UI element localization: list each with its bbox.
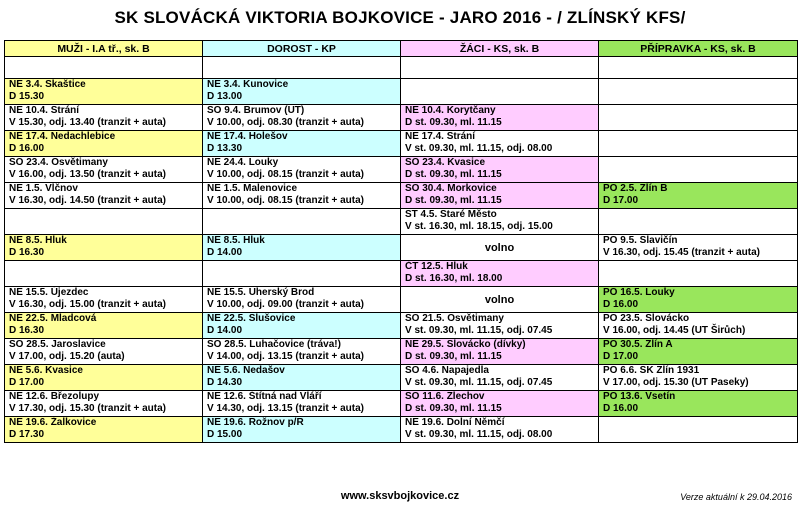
match-cell-pripravka bbox=[599, 261, 798, 287]
match-cell-pripravka bbox=[599, 339, 798, 365]
match-details: D 14.00 bbox=[207, 325, 243, 336]
table-row bbox=[5, 313, 798, 339]
match-cell-dorost bbox=[203, 391, 401, 417]
version-note: Verze aktuální k 29.04.2016 bbox=[680, 492, 792, 502]
match-cell-zaci bbox=[401, 417, 599, 443]
match-fixture: SO 30.4. Morkovice bbox=[405, 183, 497, 194]
match-cell-dorost bbox=[203, 183, 401, 209]
match-fixture: NE 29.5. Slovácko (dívky) bbox=[405, 339, 526, 350]
match-cell-zaci bbox=[401, 209, 599, 235]
page-title: SK SLOVÁCKÁ VIKTORIA BOJKOVICE - JARO 2016 - / ZLÍNSKÝ KFS/ bbox=[114, 8, 686, 27]
match-fixture: NE 5.6. Nedašov bbox=[207, 365, 285, 376]
match-fixture: ČT 12.5. Hluk bbox=[405, 261, 468, 272]
match-fixture: PO 2.5. Zlín B bbox=[603, 183, 668, 194]
match-details: V st. 09.30, ml. 11.15, odj. 08.00 bbox=[405, 143, 553, 154]
match-cell-muzi bbox=[5, 313, 203, 339]
table-row bbox=[5, 339, 798, 365]
match-fixture: NE 3.4. Skaštice bbox=[9, 79, 86, 90]
match-fixture: NE 17.4. Nedachlebice bbox=[9, 131, 116, 142]
match-details: V 16.00, odj. 14.45 (UT Širůch) bbox=[603, 325, 746, 336]
match-cell-zaci bbox=[401, 391, 599, 417]
match-cell-pripravka bbox=[599, 235, 798, 261]
table-row bbox=[5, 105, 798, 131]
match-cell-pripravka bbox=[599, 131, 798, 157]
match-details: D 16.00 bbox=[9, 143, 45, 154]
match-details: D 13.00 bbox=[207, 91, 243, 102]
match-cell-pripravka bbox=[599, 209, 798, 235]
match-details: V 17.00, odj. 15.20 (auta) bbox=[9, 351, 125, 362]
match-fixture: PO 13.6. Vsetín bbox=[603, 391, 676, 402]
free-label: volno bbox=[484, 241, 515, 254]
match-details: D 16.30 bbox=[9, 325, 45, 336]
match-fixture: PO 6.6. SK Zlín 1931 bbox=[603, 365, 700, 376]
match-details: V 10.00, odj. 08.15 (tranzit + auta) bbox=[207, 195, 365, 206]
match-fixture: NE 10.4. Korytčany bbox=[405, 105, 496, 116]
match-fixture: NE 1.5. Vlčnov bbox=[9, 183, 78, 194]
match-cell-muzi bbox=[5, 339, 203, 365]
match-fixture: NE 19.6. Dolní Němčí bbox=[405, 417, 505, 428]
match-details: V 16.30, odj. 15.00 (tranzit + auta) bbox=[9, 299, 167, 310]
match-cell-dorost bbox=[203, 235, 401, 261]
match-details: V 14.30, odj. 13.15 (tranzit + auta) bbox=[207, 403, 365, 414]
match-cell-dorost bbox=[203, 261, 401, 287]
match-details: V 16.00, odj. 13.50 (tranzit + auta) bbox=[9, 169, 167, 180]
match-fixture: SO 11.6. Zlechov bbox=[405, 391, 485, 402]
free-label: volno bbox=[484, 293, 515, 306]
match-fixture: SO 28.5. Jaroslavice bbox=[9, 339, 106, 350]
match-cell-dorost bbox=[203, 105, 401, 131]
column-header-pripravka: PŘÍPRAVKA - KS, sk. B bbox=[599, 41, 798, 57]
table-row bbox=[5, 287, 798, 313]
match-cell-pripravka bbox=[599, 287, 798, 313]
match-details: D 15.30 bbox=[9, 91, 45, 102]
column-header-zaci: ŽÁCI - KS, sk. B bbox=[401, 41, 599, 57]
match-cell-pripravka bbox=[599, 157, 798, 183]
match-cell-muzi bbox=[5, 287, 203, 313]
match-fixture: NE 19.6. Rožnov p/R bbox=[207, 417, 304, 428]
table-row bbox=[5, 261, 798, 287]
match-details: D st. 09.30, ml. 11.15 bbox=[405, 169, 502, 180]
match-cell-dorost bbox=[203, 339, 401, 365]
table-row bbox=[5, 365, 798, 391]
match-details: V 10.00, odj. 08.30 (tranzit + auta) bbox=[207, 117, 365, 128]
match-cell-dorost bbox=[203, 313, 401, 339]
match-fixture: NE 15.5. Uherský Brod bbox=[207, 287, 315, 298]
match-details: D st. 09.30, ml. 11.15 bbox=[405, 351, 502, 362]
match-fixture: NE 24.4. Louky bbox=[207, 157, 279, 168]
match-cell-muzi bbox=[5, 57, 203, 79]
schedule-table bbox=[4, 40, 798, 443]
match-fixture: NE 8.5. Hluk bbox=[207, 235, 265, 246]
match-details: V st. 09.30, ml. 11.15, odj. 07.45 bbox=[405, 325, 553, 336]
match-cell-pripravka bbox=[599, 391, 798, 417]
match-details: V 17.30, odj. 15.30 (tranzit + auta) bbox=[9, 403, 167, 414]
match-cell-muzi bbox=[5, 235, 203, 261]
match-details: V 15.30, odj. 13.40 (tranzit + auta) bbox=[9, 117, 167, 128]
match-cell-zaci bbox=[401, 261, 599, 287]
match-cell-zaci bbox=[401, 365, 599, 391]
match-fixture: PO 23.5. Slovácko bbox=[603, 313, 690, 324]
match-cell-zaci bbox=[401, 339, 599, 365]
table-row bbox=[5, 209, 798, 235]
match-details: V st. 16.30, ml. 18.15, odj. 15.00 bbox=[405, 221, 553, 232]
match-cell-muzi bbox=[5, 105, 203, 131]
match-cell-zaci bbox=[401, 79, 599, 105]
match-cell-muzi bbox=[5, 391, 203, 417]
match-details: D st. 16.30, ml. 18.00 bbox=[405, 273, 503, 284]
match-details: D st. 09.30, ml. 11.15 bbox=[405, 403, 502, 414]
match-cell-muzi bbox=[5, 365, 203, 391]
match-cell-muzi bbox=[5, 131, 203, 157]
match-fixture: SO 9.4. Brumov (UT) bbox=[207, 105, 305, 116]
match-cell-pripravka bbox=[599, 417, 798, 443]
match-cell-pripravka bbox=[599, 105, 798, 131]
match-fixture: NE 15.5. Újezdec bbox=[9, 287, 89, 298]
match-cell-pripravka bbox=[599, 57, 798, 79]
match-fixture: NE 17.4. Strání bbox=[405, 131, 476, 142]
match-fixture: PO 9.5. Slavičín bbox=[603, 235, 678, 246]
match-details: V 10.00, odj. 09.00 (tranzit + auta) bbox=[207, 299, 365, 310]
match-cell-dorost bbox=[203, 157, 401, 183]
match-details: D 16.00 bbox=[603, 299, 639, 310]
column-header-dorost: DOROST - KP bbox=[203, 41, 401, 57]
match-fixture: SO 4.6. Napajedla bbox=[405, 365, 489, 376]
match-details: D 17.30 bbox=[9, 429, 45, 440]
match-cell-muzi bbox=[5, 157, 203, 183]
match-cell-muzi bbox=[5, 79, 203, 105]
match-fixture: NE 22.5. Slušovice bbox=[207, 313, 296, 324]
table-row bbox=[5, 417, 798, 443]
match-details: D st. 09.30, ml. 11.15 bbox=[405, 117, 502, 128]
match-cell-pripravka bbox=[599, 313, 798, 339]
match-fixture: NE 8.5. Hluk bbox=[9, 235, 67, 246]
match-cell-muzi bbox=[5, 417, 203, 443]
match-cell-dorost bbox=[203, 417, 401, 443]
match-fixture: SO 21.5. Osvětimany bbox=[405, 313, 504, 324]
match-details: D 16.30 bbox=[9, 247, 45, 258]
match-details: D 17.00 bbox=[603, 195, 639, 206]
match-details: V 17.00, odj. 15.30 (UT Paseky) bbox=[603, 377, 749, 388]
match-details: D 14.30 bbox=[207, 377, 243, 388]
match-cell-zaci bbox=[401, 183, 599, 209]
match-details: D 14.00 bbox=[207, 247, 243, 258]
table-row bbox=[5, 235, 798, 261]
match-details: V 14.00, odj. 13.15 (tranzit + auta) bbox=[207, 351, 365, 362]
match-fixture: ST 4.5. Staré Město bbox=[405, 209, 497, 220]
match-fixture: NE 12.6. Březolupy bbox=[9, 391, 100, 402]
match-fixture: NE 3.4. Kunovice bbox=[207, 79, 289, 90]
match-fixture: NE 17.4. Holešov bbox=[207, 131, 288, 142]
match-fixture: PO 16.5. Louky bbox=[603, 287, 675, 298]
match-cell-zaci bbox=[401, 131, 599, 157]
match-details: D st. 09.30, ml. 11.15 bbox=[405, 195, 502, 206]
match-cell-muzi bbox=[5, 261, 203, 287]
match-details: D 17.00 bbox=[9, 377, 45, 388]
match-details: V 16.30, odj. 15.45 (tranzit + auta) bbox=[603, 247, 761, 258]
match-details: V st. 09.30, ml. 11.15, odj. 07.45 bbox=[405, 377, 553, 388]
match-cell-dorost bbox=[203, 79, 401, 105]
match-cell-zaci bbox=[401, 235, 599, 261]
schedule-body bbox=[5, 57, 798, 443]
table-row bbox=[5, 157, 798, 183]
match-fixture: NE 19.6. Žalkovice bbox=[9, 417, 97, 428]
match-fixture: PO 30.5. Zlín A bbox=[603, 339, 673, 350]
match-cell-muzi bbox=[5, 209, 203, 235]
match-cell-dorost bbox=[203, 365, 401, 391]
match-cell-zaci bbox=[401, 287, 599, 313]
website-link[interactable]: www.sksvbojkovice.cz bbox=[340, 490, 460, 502]
match-cell-pripravka bbox=[599, 79, 798, 105]
match-details: D 15.00 bbox=[207, 429, 243, 440]
match-details: V st. 09.30, ml. 11.15, odj. 08.00 bbox=[405, 429, 553, 440]
table-row bbox=[5, 79, 798, 105]
match-details: D 16.00 bbox=[603, 403, 639, 414]
match-fixture: NE 22.5. Mladcová bbox=[9, 313, 97, 324]
table-row bbox=[5, 391, 798, 417]
match-cell-dorost bbox=[203, 209, 401, 235]
table-row bbox=[5, 57, 798, 79]
match-cell-pripravka bbox=[599, 365, 798, 391]
match-cell-muzi bbox=[5, 183, 203, 209]
match-fixture: NE 5.6. Kvasice bbox=[9, 365, 83, 376]
table-row bbox=[5, 183, 798, 209]
match-fixture: SO 23.4. Osvětimany bbox=[9, 157, 108, 168]
match-cell-dorost bbox=[203, 287, 401, 313]
match-details: V 16.30, odj. 14.50 (tranzit + auta) bbox=[9, 195, 167, 206]
header-row bbox=[5, 41, 798, 57]
match-cell-zaci bbox=[401, 57, 599, 79]
match-details: D 17.00 bbox=[603, 351, 639, 362]
match-details: V 10.00, odj. 08.15 (tranzit + auta) bbox=[207, 169, 365, 180]
column-header-muzi: MUŽI - I.A tř., sk. B bbox=[5, 41, 203, 57]
match-cell-pripravka bbox=[599, 183, 798, 209]
match-fixture: SO 23.4. Kvasice bbox=[405, 157, 486, 168]
match-cell-dorost bbox=[203, 131, 401, 157]
match-fixture: NE 10.4. Strání bbox=[9, 105, 80, 116]
match-cell-zaci bbox=[401, 313, 599, 339]
match-cell-zaci bbox=[401, 157, 599, 183]
table-row bbox=[5, 131, 798, 157]
match-cell-dorost bbox=[203, 57, 401, 79]
match-cell-zaci bbox=[401, 105, 599, 131]
match-details: D 13.30 bbox=[207, 143, 243, 154]
match-fixture: NE 1.5. Malenovice bbox=[207, 183, 298, 194]
match-fixture: SO 28.5. Luhačovice (tráva!) bbox=[207, 339, 341, 350]
match-fixture: NE 12.6. Štítná nad Vláří bbox=[207, 391, 322, 402]
